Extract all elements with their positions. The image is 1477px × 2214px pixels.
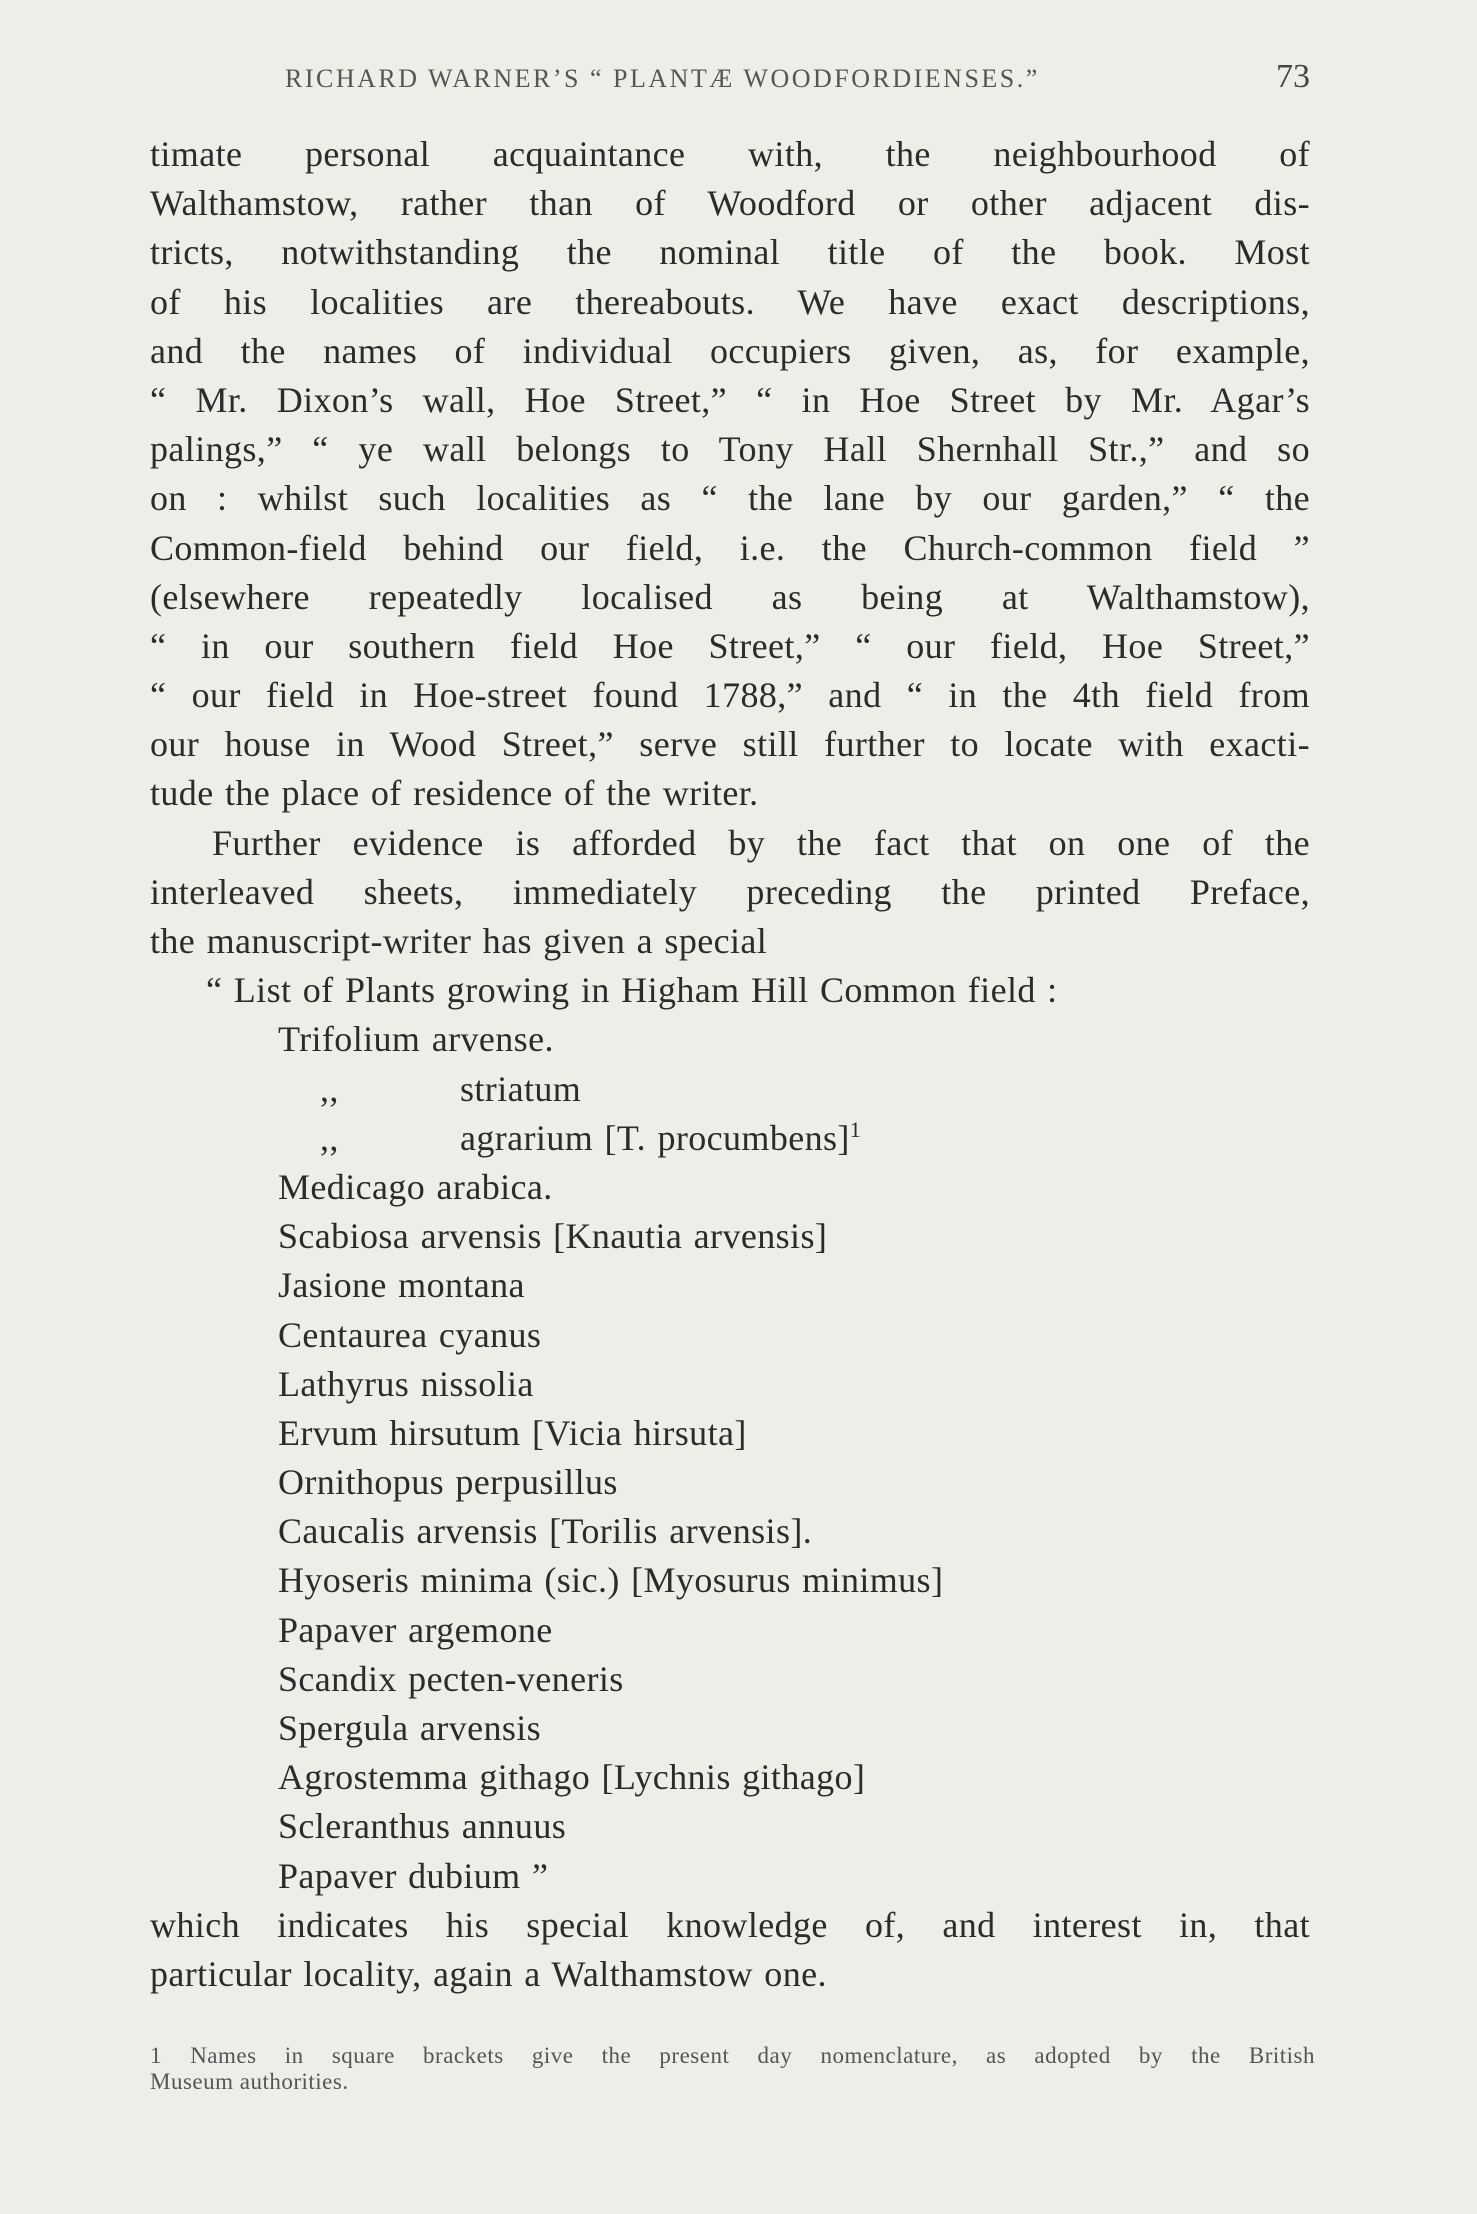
text-line: of his localities are thereabouts. We have exact descriptions,: [150, 281, 1310, 322]
plant-item: Lathyrus nissolia: [278, 1363, 534, 1404]
body-text: [150, 130, 1310, 1999]
text-line: “ our field in Hoe-street found 1788,” and “ in the 4th field from: [150, 675, 1310, 716]
plant-item: Caucalis arvensis [Torilis arvensis].: [278, 1511, 813, 1552]
ditto-mark: ,,: [320, 1068, 339, 1109]
page-number: 73: [1276, 58, 1310, 95]
plant-item: [150, 1065, 1310, 1114]
text-line: on : whilst such localities as “ the lane by our garden,” “ the: [150, 478, 1310, 519]
plant-item: Centaurea cyanus: [278, 1314, 542, 1355]
plant-item: Ervum hirsutum [Vicia hirsuta]: [278, 1412, 747, 1453]
plant-item: Jasione montana: [278, 1265, 525, 1306]
text-line: particular locality, again a Walthamstow one.: [150, 1953, 827, 1994]
text-line: interleaved sheets, immediately preceding the printed Preface,: [150, 871, 1310, 912]
plant-name: agrarium [T. procumbens]: [460, 1117, 850, 1158]
plant-item: Scleranthus annuus: [278, 1806, 567, 1847]
plant-item: Hyoseris minima (sic.) [Myosurus minimus]: [278, 1560, 944, 1601]
plant-item: Agrostemma githago [Lychnis githago]: [278, 1757, 866, 1798]
text-line: the manuscript-writer has given a special: [150, 921, 768, 961]
text-line: which indicates his special knowledge of, and interest in, that: [150, 1904, 1310, 1945]
text-line: Common-field behind our field, i.e. the Church-common field ”: [150, 527, 1310, 568]
running-title: RICHARD WARNER’S “ PLANTÆ WOODFORDIENSES.”: [285, 64, 1040, 93]
text-line: our house in Wood Street,” serve still further to locate with exacti-: [150, 724, 1310, 765]
text-line: tricts, notwithstanding the nominal title of the book. Most: [150, 232, 1310, 273]
list-heading: “ List of Plants growing in Higham Hill Common field :: [206, 970, 1058, 1011]
text-line: “ in our southern field Hoe Street,” “ our field, Hoe Street,”: [150, 625, 1310, 666]
plant-item: Ornithopus perpusillus: [278, 1462, 618, 1503]
plant-item: Papaver argemone: [278, 1609, 553, 1650]
plant-item: Scabiosa arvensis [Knautia arvensis]: [278, 1216, 828, 1257]
text-line: tude the place of residence of the writer.: [150, 773, 759, 814]
running-head: [150, 58, 1310, 108]
text-line: Walthamstow, rather than of Woodford or other adjacent dis-: [150, 183, 1310, 224]
text-line: “ Mr. Dixon’s wall, Hoe Street,” “ in Hoe Street by Mr. Agar’s: [150, 379, 1310, 420]
plant-item: Trifolium arvense.: [278, 1019, 554, 1060]
text-line: (elsewhere repeatedly localised as being at Walthamstow),: [150, 576, 1310, 617]
text-line: Further evidence is afforded by the fact that on one of the: [212, 822, 1310, 863]
plant-name: striatum: [460, 1068, 582, 1109]
plant-item: Papaver dubium ”: [278, 1855, 549, 1896]
footnote-line: 1 Names in square brackets give the present day nomenclature, as adopted by the British: [150, 2043, 1315, 2068]
text-line: timate personal acquaintance with, the neighbourhood of: [150, 134, 1310, 174]
footnote-line: Museum authorities.: [150, 2069, 349, 2094]
plant-item: [150, 1114, 1310, 1163]
footnote-ref: 1: [849, 1116, 862, 1142]
ditto-mark: ,,: [320, 1117, 339, 1158]
footnote: [150, 2043, 1315, 2095]
plant-item: Medicago arabica.: [278, 1166, 553, 1207]
text-line: palings,” “ ye wall belongs to Tony Hall Shernhall Str.,” and so: [150, 429, 1310, 470]
plant-item: Spergula arvensis: [278, 1708, 542, 1748]
plant-item: Scandix pecten-veneris: [278, 1658, 624, 1699]
text-line: and the names of individual occupiers given, as, for example,: [150, 330, 1310, 371]
